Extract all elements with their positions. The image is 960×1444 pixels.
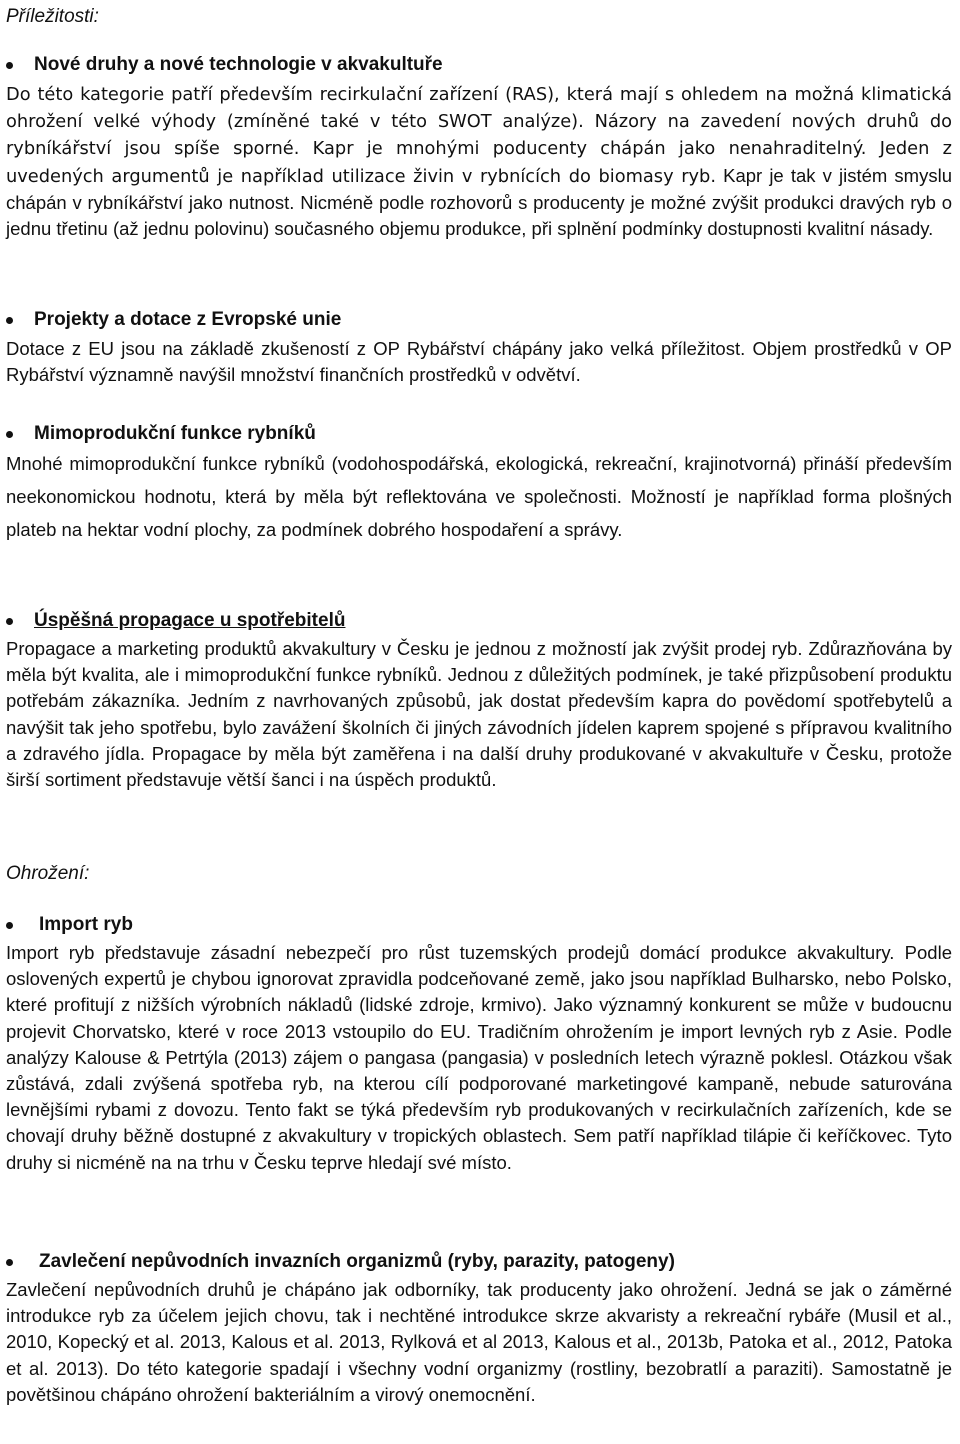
opportunity-title-text: Nové druhy a nové technologie v akvakultuře (34, 54, 443, 75)
threat-body: Import ryb představuje zásadní nebezpečí pro růst tuzemských prodejů domácí produkce akvakultury. Podle oslovených expertů je chybou ignorovat zpravidla podceňované země, jako jsou například Bulharsko, nebo Polsko, které profitují z nižších výrobních nákladů (lidské zdroje, krmivo). Jako významný konkurent se může v budoucnu projevit Chorvatsko, které v roce 2013 vstoupilo do EU. Tradičním ohrožením je import levných ryb z Asie. Podle analýzy Kalouse & Petrtýla (2013) zájem o pangasa (pangasia) v posledních letech výrazně poklesl. Otázkou však zůstává, zdali zvýšená spotřeba ryb, na kterou cílí podporované marketingové kampaně, nebude saturována levnějšími rybami z dovozu. Tento fakt se týká především ryb produkovaných v recirkulačních zařízeních, kde se chovají druhy běžně dostupné z akvakultury v tropických oblastech. Sem patří například tilápie či keříčkovec. Tyto druhy si nicméně na na trhu v Česku teprve hledají své místo. (6, 942, 952, 1173)
opportunity-title-text: Projekty a dotace z Evropské unie (34, 309, 342, 330)
opportunity-item-eu-projects (6, 307, 952, 388)
bullet-icon (6, 922, 13, 929)
opportunity-body: Mnohé mimoprodukční funkce rybníků (vodohospodářská, ekologická, rekreační, krajinotvorná) přináší především neekonomickou hodnotu, která by měla být reflektována ve společnosti. Možností je například forma plošných plateb na hektar vodní plochy, za podmínek dobrého hospodaření a správy. (6, 453, 952, 540)
threat-title-text: Zavlečení nepůvodních invazních organizmů (ryby, parazity, patogeny) (39, 1251, 675, 1272)
opportunity-title (6, 421, 952, 447)
opportunity-body-lead: Do této kategorie patří především recirkulační zařízení (RAS), která mají s ohledem na možná klimatická ohrožení velké výhody (zmíněné také v této SWOT analýze). Názory na zavedení nových druhů do rybníkářství jsou spíše sporné. Kapr je mnohými poducenty chápán jako nenahraditelný. Jeden z uvedených argumentů je například utilizace živin v rybnících do biomasy ryb. (6, 84, 952, 187)
opportunity-title (6, 608, 952, 634)
opportunity-item-nonproduction (6, 421, 952, 546)
opportunity-body-rest: Kapr je tak v jistém smyslu chápán v rybníkářství jako nutnost. Nicméně podle rozhovorů s producenty je možné zvýšit produkci dravých ryb o jednu třetinu (až jednu polovinu) současného objemu produkce, při splnění podmínky dostupnosti kvalitní násady. (6, 164, 952, 240)
threat-title-text: Import ryb (39, 914, 133, 935)
opportunities-heading: Příležitosti: (6, 6, 99, 27)
bullet-icon (6, 62, 13, 69)
opportunity-body: Propagace a marketing produktů akvakultury v Česku je jednou z možností jak zvýšit prodej ryb. Zdůrazňována by měla být kvalita, ale i mimoprodukční funkce rybníků. Jednou z důležitých podmínek, je také přizpůsobení produktu potřebám zákazníka. Jedním z navrhovaných způsobů, jak dostat především kapra do povědomí spotřebytelů a navýšit tak jeho spotřebu, bylo zavážení školních či jiných závodních jídelen kaprem spojené s přípravou kvalitního a zdravého jídla. Propagace by měla být zaměřena i na další druhy produkované v akvakultuře v Česku, protože širší sortiment představuje větší šanci i na úspěch produktů. (6, 638, 952, 791)
bullet-icon (6, 618, 13, 625)
threat-item-invasive-species (6, 1249, 952, 1408)
opportunity-item-new-species (6, 52, 952, 242)
opportunity-body: Dotace z EU jsou na základě zkušeností z OP Rybářství chápány jako velká příležitost. Objem prostředků v OP Rybářství významně navýšil množství finančních prostředků v odvětví. (6, 338, 952, 386)
bullet-icon (6, 431, 13, 438)
opportunity-title-text: Mimoprodukční funkce rybníků (34, 423, 316, 444)
threat-body: Zavlečení nepůvodních druhů je chápáno jak odborníky, tak producenty jako ohrožení. Jedná se jak o záměrné introdukce ryb za účelem jejich chovu, tak i nechtěné introdukce skrze akvaristy a rekreační rybáře (Musil et al., 2010, Kopecký et al. 2013, Kalous et al. 2013, Rylková et al 2013, Kalous et al., 2013b, Patoka et al., 2012, Patoka et al. 2013). Do této kategorie spadají i všechny vodní organizmy (rostliny, bezobratlí a paraziti). Samostatně je povětšinou chápáno ohrožení bakteriálním a virový onemocnění. (6, 1279, 952, 1405)
threat-title (6, 1249, 952, 1275)
opportunity-body (6, 81, 952, 242)
opportunity-title (6, 307, 952, 333)
bullet-icon (6, 317, 13, 324)
opportunity-title-text: Úspěšná propagace u spotřebitelů (34, 610, 346, 631)
bullet-icon (6, 1259, 13, 1266)
opportunity-title (6, 52, 952, 78)
threats-heading: Ohrožení: (6, 863, 90, 884)
opportunity-item-promotion (6, 608, 952, 793)
threat-item-fish-import (6, 912, 952, 1176)
threat-title (6, 912, 952, 938)
